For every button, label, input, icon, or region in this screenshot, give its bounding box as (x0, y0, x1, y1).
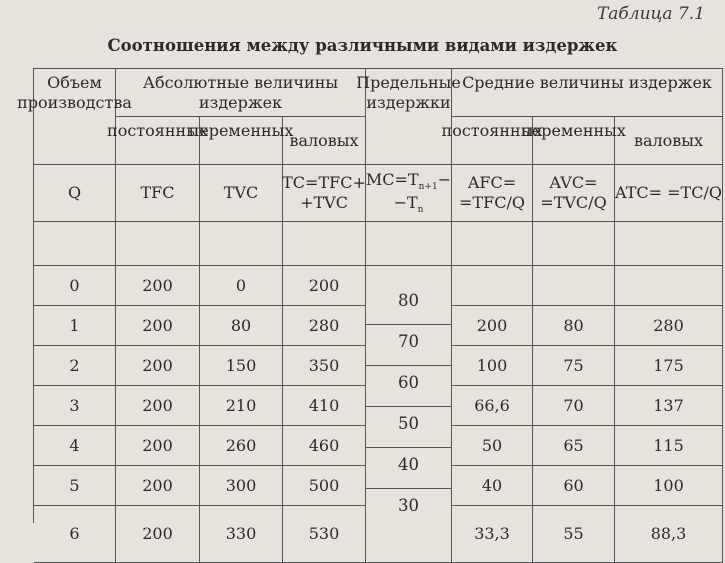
cell-afc: 200 (452, 306, 533, 346)
spacer-cell (283, 222, 366, 266)
cell-avc: 70 (533, 386, 615, 426)
cell-mc: 30 (398, 496, 419, 515)
cell-mc: 80 (398, 291, 419, 310)
cell-avc: 75 (533, 346, 615, 386)
header-marginal: Предельные издержки (366, 69, 452, 165)
cell-tc: 410 (283, 386, 366, 426)
cell-tfc: 200 (116, 506, 200, 563)
formula-avc: AVC= =TVC/Q (533, 165, 615, 222)
header-absolute: Абсолютные величины издержек (116, 69, 366, 117)
formula-afc: AFC= =TFC/Q (452, 165, 533, 222)
cell-q: 2 (34, 346, 116, 386)
cell-tfc: 200 (116, 386, 200, 426)
spacer-cell (452, 222, 533, 266)
cell-tc: 280 (283, 306, 366, 346)
cell-tvc: 0 (200, 266, 283, 306)
header-avg-total: валовых (615, 117, 723, 165)
cell-q: 0 (34, 266, 116, 306)
formula-atc: ATC= =TC/Q (615, 165, 723, 222)
formula-tvc: TVC (200, 165, 283, 222)
spacer-cell (366, 222, 452, 266)
formula-q: Q (34, 165, 116, 222)
cell-avc: 55 (533, 506, 615, 563)
cell-atc: 280 (615, 306, 723, 346)
cell-atc: 175 (615, 346, 723, 386)
cell-q: 3 (34, 386, 116, 426)
cell-avc: 65 (533, 426, 615, 466)
cell-tvc: 80 (200, 306, 283, 346)
cell-tfc: 200 (116, 346, 200, 386)
cell-afc: 33,3 (452, 506, 533, 563)
cell-tfc: 200 (116, 306, 200, 346)
cell-q: 5 (34, 466, 116, 506)
cell-tc: 530 (283, 506, 366, 563)
cell-afc (452, 266, 533, 306)
cell-avc (533, 266, 615, 306)
header-avg-fixed: постоянных (452, 117, 533, 165)
header-variable: переменных (200, 117, 283, 165)
marginal-cost-column (366, 266, 452, 563)
cell-q: 4 (34, 426, 116, 466)
cell-tfc: 200 (116, 266, 200, 306)
cell-tfc: 200 (116, 426, 200, 466)
formula-mc (366, 165, 452, 222)
cell-tc: 460 (283, 426, 366, 466)
header-average: Средние величины издержек (452, 69, 723, 117)
cell-tc: 200 (283, 266, 366, 306)
formula-mc-line1: $MC=T_{n+1}-$ (365, 169, 452, 193)
spacer-cell (615, 222, 723, 266)
cell-atc: 137 (615, 386, 723, 426)
cell-tvc: 330 (200, 506, 283, 563)
cell-tvc: 150 (200, 346, 283, 386)
header-volume: Объем производства (34, 69, 116, 165)
table-caption: Таблица 7.1 (596, 4, 705, 24)
cell-q: 1 (34, 306, 116, 346)
mc-divider (366, 406, 451, 407)
cell-avc: 80 (533, 306, 615, 346)
spacer-cell (200, 222, 283, 266)
cell-atc: 88,3 (615, 506, 723, 563)
cell-mc: 50 (398, 414, 419, 433)
mc-divider (366, 365, 451, 366)
header-avg-variable: переменных (533, 117, 615, 165)
cell-afc: 66,6 (452, 386, 533, 426)
formula-tfc: TFC (116, 165, 200, 222)
header-fixed: постоянных (116, 117, 200, 165)
cell-tvc: 210 (200, 386, 283, 426)
cell-tvc: 260 (200, 426, 283, 466)
cell-mc: 40 (398, 455, 419, 474)
cell-atc (615, 266, 723, 306)
header-total: валовых (283, 117, 366, 165)
cell-tc: 350 (283, 346, 366, 386)
spacer-cell (34, 222, 116, 266)
cell-mc: 70 (398, 332, 419, 351)
cell-tvc: 300 (200, 466, 283, 506)
mc-divider (366, 324, 451, 325)
cell-atc: 115 (615, 426, 723, 466)
cell-avc: 60 (533, 466, 615, 506)
table-title: Соотношения между различными видами издержек (107, 36, 618, 55)
cell-atc: 100 (615, 466, 723, 506)
cell-q: 6 (34, 506, 116, 563)
cell-afc: 50 (452, 426, 533, 466)
formula-mc-line2: $-T_n$ (393, 193, 424, 216)
formula-tc: TC=TFC+ +TVC (283, 165, 366, 222)
mc-divider (366, 447, 451, 448)
cell-tfc: 200 (116, 466, 200, 506)
cell-tc: 500 (283, 466, 366, 506)
mc-divider (366, 488, 451, 489)
cell-mc: 60 (398, 373, 419, 392)
cell-afc: 40 (452, 466, 533, 506)
cell-afc: 100 (452, 346, 533, 386)
spacer-cell (533, 222, 615, 266)
spacer-cell (116, 222, 200, 266)
cost-table (17, 68, 723, 544)
